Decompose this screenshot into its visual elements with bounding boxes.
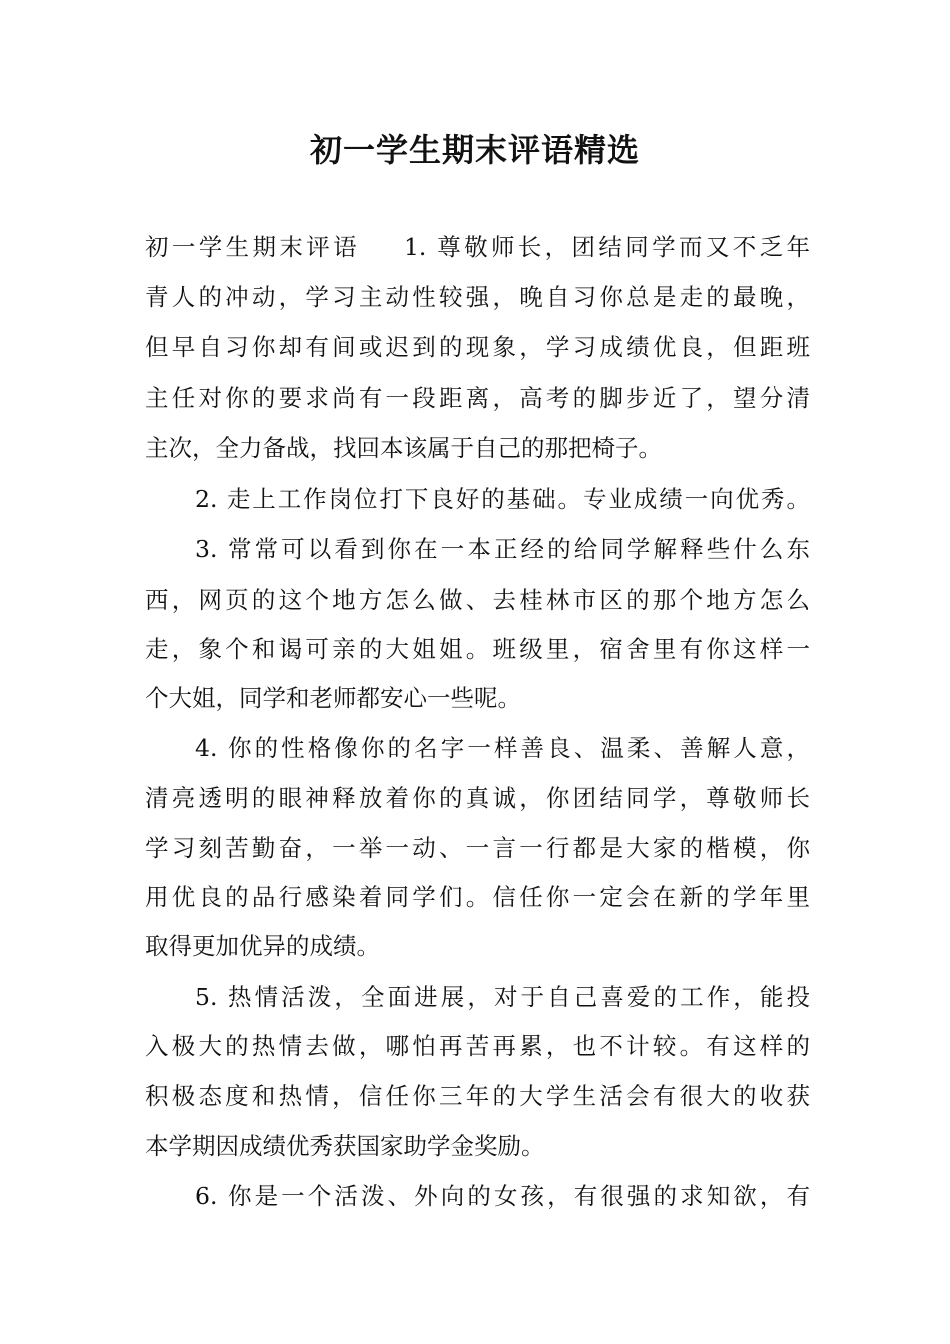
- text-line-rest: 1. 尊敬师长，团结同学而又不乏年: [403, 233, 810, 261]
- text-line: 学习刻苦勤奋，一举一动、一言一行都是大家的楷模，你: [145, 834, 810, 862]
- text-line: 西，网页的这个地方怎么做、去桂林市区的那个地方怎么: [145, 586, 810, 614]
- text-line: 但早自习你却有间或迟到的现象，学习成绩优良，但距班: [145, 333, 810, 361]
- text-line-lead: 初一学生期末评语: [145, 233, 360, 261]
- document-title: 初一学生期末评语精选: [309, 131, 640, 169]
- text-line: 走，象个和谒可亲的大姐姐。班级里，宿舍里有你这样一: [145, 635, 810, 663]
- text-line: 个大姐，同学和老师都安心一些呢。: [145, 684, 521, 712]
- text-line: 青人的冲动，学习主动性较强，晚自习你总是走的最晚，: [145, 283, 810, 311]
- text-line: 5. 热情活泼，全面进展，对于自己喜爱的工作，能投: [195, 983, 810, 1011]
- text-line: 3. 常常可以看到你在一本正经的给同学解释些什么东: [195, 535, 810, 563]
- text-line: 本学期因成绩优秀获国家助学金奖励。: [145, 1132, 545, 1160]
- text-line: 主次，全力备战，找回本该属于自己的那把椅子。: [145, 434, 662, 462]
- text-line: 清亮透明的眼神释放着你的真诚，你团结同学，尊敬师长: [145, 784, 810, 812]
- text-line: 6. 你是一个活泼、外向的女孩，有很强的求知欲，有: [195, 1182, 810, 1210]
- text-line: 取得更加优异的成绩。: [145, 932, 380, 960]
- text-line: 主任对你的要求尚有一段距离，高考的脚步近了，望分清: [145, 384, 810, 412]
- text-line: 用优良的品行感染着同学们。信任你一定会在新的学年里: [145, 883, 810, 911]
- text-line: 2. 走上工作岗位打下良好的基础。专业成绩一向优秀。: [195, 485, 810, 513]
- text-line: 入极大的热情去做，哪怕再苦再累，也不计较。有这样的: [145, 1032, 810, 1060]
- text-line: 4. 你的性格像你的名字一样善良、温柔、善解人意，: [195, 734, 810, 762]
- text-line: [145, 222, 810, 272]
- text-line: 积极态度和热情，信任你三年的大学生活会有很大的收获: [145, 1082, 810, 1110]
